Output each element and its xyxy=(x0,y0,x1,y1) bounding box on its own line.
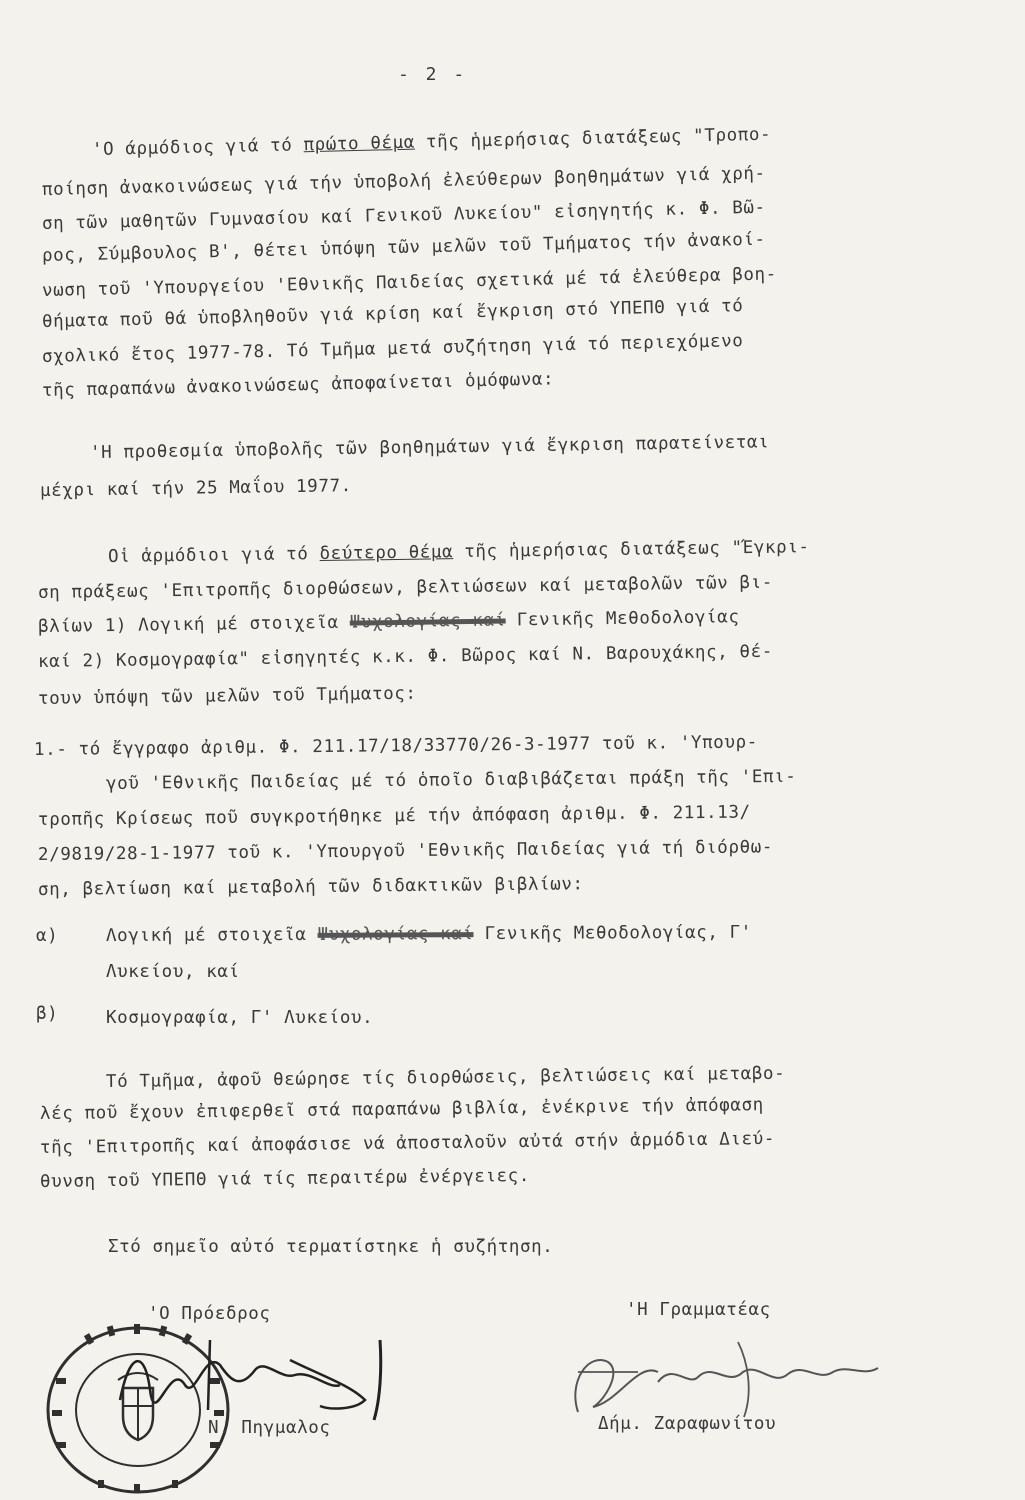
text-line: ποίηση ἀνακοινώσεως γιά τήν ὑποβολή ἐλεύθερων βοηθημάτων γιά χρή- xyxy=(41,163,766,200)
text-line: μέχρι καί τήν 25 Μαΐου 1977. xyxy=(39,476,352,501)
text-line: τροπῆς Κρίσεως ποῦ συγκροτήθηκε μέ τήν ἀπόφαση ἀριθμ. Φ. 211.13/ xyxy=(37,802,751,830)
text-line: ση, βελτίωση καί μεταβολή τῶν διδακτικῶν βιβλίων: xyxy=(37,874,584,900)
text-line: σχολικό ἔτος 1977-78. Τό Τμῆμα μετά συζήτηση γιά τό περιεχόμενο xyxy=(41,331,744,367)
page-number: - 2 - xyxy=(398,64,468,85)
text-line: τῆς παραπάνω ἀνακοινώσεως ἀποφαίνεται ὁμόφωνα: xyxy=(41,369,555,401)
text-line: 'Η προθεσμία ὑποβολῆς τῶν βοηθημάτων γιά ἔγκριση παρατείνεται xyxy=(89,432,770,463)
text-line: τῆς 'Επιτροπῆς καί ἀποφάσισε νά ἀποσταλοῦν αὐτά στήν ἁρμόδια Διεύ- xyxy=(39,1129,776,1158)
struck-out-text: Ψυχολογίας καί xyxy=(349,610,506,633)
text-line xyxy=(38,607,740,637)
list-marker: β) xyxy=(36,1004,59,1024)
text-segment: τῆς ἡμερήσιας διατάξεως "Τροπο- xyxy=(414,124,772,153)
text-line: θήματα ποῦ θά ὑποβληθοῦν γιά κρίση καί ἔγκριση στό ΥΠΕΠΘ γιά τό xyxy=(41,296,744,332)
text-line: 1.- τό ἔγγραφο ἀριθμ. Φ. 211.17/18/33770/26-3-1977 τοῦ κ. 'Υπουρ- xyxy=(33,732,758,760)
text-line: θυνση τοῦ ΥΠΕΠΘ γιά τίς περαιτέρω ἐνέργειες. xyxy=(39,1166,531,1192)
text-line: ση πράξεως 'Επιτροπῆς διορθώσεων, βελτιώσεων καί μεταβολῶν τῶν βι- xyxy=(37,572,774,603)
text-segment: Λογική μέ στοιχεῖα xyxy=(105,924,318,946)
text-segment: βλίων 1) Λογική μέ στοιχεῖα xyxy=(37,612,350,637)
president-title: 'Ο Πρόεδρος xyxy=(148,1304,271,1324)
text-segment: Γενικῆς Μεθοδολογίας, Γ' xyxy=(473,922,752,945)
president-signature xyxy=(90,1330,400,1430)
text-line: λές ποῦ ἔχουν ἐπιφερθεῖ στά παραπάνω βιβλία, ἐνέκρινε τήν ἀπόφαση xyxy=(39,1095,764,1124)
text-line: Κοσμογραφία, Γ' Λυκείου. xyxy=(106,1008,374,1028)
list-marker: α) xyxy=(36,926,59,946)
president-name: Ν. Πηγμαλος xyxy=(208,1418,331,1438)
closing-statement: Στό σημεῖο αὐτό τερματίστηκε ἡ συζήτηση. xyxy=(108,1237,554,1257)
underlined-topic: πρώτο θέμα xyxy=(303,132,416,156)
struck-out-text: Ψυχολογίας καί xyxy=(317,924,474,945)
underlined-topic: δεύτερο θέμα xyxy=(319,542,454,565)
secretary-signature xyxy=(548,1332,898,1422)
text-line: ση τῶν μαθητῶν Γυμνασίου καί Γενικοῦ Λυκείου" εἰσηγητής κ. Φ. Βῶ- xyxy=(41,197,766,234)
text-line xyxy=(92,125,772,160)
text-line: τουν ὑπόψη τῶν μελῶν τοῦ Τμήματος: xyxy=(37,683,417,709)
text-segment: Γενικῆς Μεθοδολογίας xyxy=(505,607,740,631)
text-line: γοῦ 'Εθνικῆς Παιδείας μέ τό ὁποῖο διαβιβάζεται πράξη τῆς 'Επι- xyxy=(105,766,797,794)
text-line xyxy=(108,537,810,567)
text-line: Λυκείου, καί xyxy=(106,962,240,982)
text-segment: 'Ο άρμόδιος γιά τό xyxy=(91,135,304,160)
secretary-title: 'Η Γραμματέας xyxy=(626,1300,771,1320)
text-line: καί 2) Κοσμογραφία" εἰσηγητές κ.κ. Φ. Βῶρος καί Ν. Βαρουχάκης, θέ- xyxy=(37,641,774,672)
text-line: νωση τοῦ 'Υπουργείου 'Εθνικῆς Παιδείας σχετικά μέ τά ἐλεύθερα βοη- xyxy=(41,264,778,301)
text-line: 2/9819/28-1-1977 τοῦ κ. 'Υπουργοῦ 'Εθνικῆς Παιδείας γιά τή διόρθω- xyxy=(37,837,774,865)
text-line: ρος, Σύμβουλος Β', θέτει ὑπόψη τῶν μελῶν τοῦ Τμήματος τήν ἀνακοί- xyxy=(41,229,766,266)
text-line xyxy=(106,923,752,946)
text-segment: τῆς ἡμερήσιας διατάξεως "Έγκρι- xyxy=(453,537,810,563)
text-segment: Οἱ ἁρμόδιοι γιά τό xyxy=(107,544,320,567)
secretary-name: Δήμ. Ζαραφωνίτου xyxy=(598,1414,777,1434)
text-line: Τό Τμῆμα, ἀφοῦ θεώρησε τίς διορθώσεις, βελτιώσεις καί μεταβο- xyxy=(105,1063,786,1092)
